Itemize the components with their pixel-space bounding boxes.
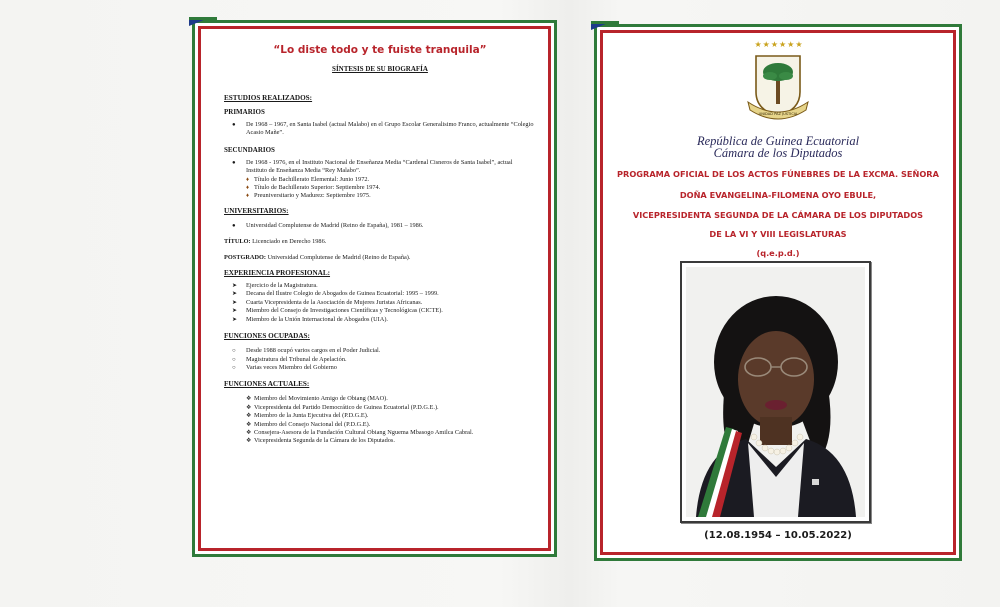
coat-of-arms-icon (746, 52, 810, 122)
portrait-illustration (686, 267, 865, 517)
flag-corner-icon (591, 21, 613, 30)
list-item: ❖ Consejera-Asesora de la Fundación Cultural Obiang Nguema Mbasogo Amilca Cabral. (246, 428, 474, 436)
list-item: ❖ Miembro del Movimiento Amigo de Obiang (MAO). (246, 395, 388, 403)
biography-content (224, 44, 534, 446)
memorial-quote: “Lo diste todo y te fuiste tranquila” (273, 44, 487, 56)
list-item: ➤ Cuarta Vicepresidenta de la Asociación de Mujeres Juristas Africanas. (232, 298, 423, 306)
university-list (224, 222, 534, 230)
chamber-name: Cámara de los Diputados (713, 146, 843, 160)
university-heading: UNIVERSITARIOS: (224, 206, 289, 215)
secondary-heading: SECUNDARIOS (224, 145, 275, 154)
cover-page (594, 24, 962, 561)
diamond-bullet-icon: ❖ (246, 396, 252, 403)
list-item: ➤ Decana del Ilustre Colegio de Abogados de Guinea Ecuatorial: 1995 – 1999. (232, 290, 439, 298)
program-line-4: DE LA VI Y VIII LEGISLATURAS (709, 229, 847, 239)
biography-subtitle: SÍNTESIS DE SU BIOGRAFÍA (332, 65, 428, 73)
pointer-icon: ♦ (246, 176, 250, 183)
primary-list (224, 121, 534, 138)
experience-heading: EXPERIENCIA PROFESIONAL: (224, 269, 331, 278)
list-item: ➤ Miembro de la Unión Internacional de Abogados (UIA). (232, 315, 388, 323)
list-item: ❖ Miembro de la Junta Ejecutiva del (P.D.G.E). (246, 412, 369, 420)
list-item: ♦ Título de Bachillerato Superior: Septiembre 1974. (246, 184, 381, 192)
functions-list (224, 347, 534, 372)
portrait-frame (680, 261, 871, 523)
current-functions-list (224, 395, 534, 445)
list-item: ➤ Ejercicio de la Magistratura. (232, 282, 318, 290)
pointer-icon: ♦ (246, 193, 250, 200)
functions-heading: FUNCIONES OCUPADAS: (224, 332, 310, 341)
list-item: ❖ Miembro del Consejo Nacional del (P.D.G.E). (246, 420, 371, 428)
list-item: ○ Desde 1988 ocupó varios cargos en el Poder Judicial. (232, 347, 381, 355)
list-item: ❖ Vicepresidenta Segunda de la Cámara de los Diputados. (246, 437, 395, 445)
portrait-photo (686, 267, 865, 517)
coat-of-arms-motto: UNIDAD PAZ JUSTICIA (758, 112, 798, 116)
studies-heading: ESTUDIOS REALIZADOS: (224, 94, 313, 102)
diamond-bullet-icon: ❖ (246, 421, 252, 428)
republic-name: República de Guinea Ecuatorial (696, 134, 860, 148)
life-dates: (12.08.1954 – 10.05.2022) (704, 530, 852, 541)
degree-line: TÍTULO: Licenciado en Derecho 1986. (224, 238, 327, 246)
coat-of-arms-stars: ★★★★★★ (754, 40, 804, 49)
list-item: ➤ Miembro del Consejo de Investigaciones Científicas y Tecnológicas (CICTE). (232, 307, 443, 315)
program-line-3: VICEPRESIDENTA SEGUNDA DE LA CÁMARA DE LOS DIPUTADOS (632, 210, 924, 220)
flag-corner-icon (189, 17, 211, 26)
list-item: ○ Magistratura del Tribunal de Apelación. (232, 355, 347, 363)
list-item: ● De 1968 – 1967, en Santa Isabel (actual Malabo) en el Grupo Escolar Generalisimo Franco, actualmente “Colegio Acasio Mañe”. (232, 121, 534, 137)
diamond-bullet-icon: ❖ (246, 404, 252, 411)
primary-heading: PRIMARIOS (224, 108, 265, 116)
program-line-1: PROGRAMA OFICIAL DE LOS ACTOS FÚNEBRES DE LA EXCMA. SEÑORA (617, 169, 939, 179)
list-item: ♦ Título de Bachillerato Elemental: Junio 1972. (246, 175, 370, 183)
secondary-list (224, 159, 534, 176)
diamond-bullet-icon: ❖ (246, 438, 252, 445)
list-item: ● De 1968 - 1976, en el Instituto Nacional de Enseñanza Media “Cardenal Cisneros de Santa Isabel”, actual Instituto de Enseñanza Media “Rey Malabo”. (232, 158, 513, 175)
pointer-icon: ♦ (246, 185, 250, 192)
list-item: ● Universidad Complutense de Madrid (Reino de España), 1981 – 1986. (232, 221, 424, 229)
program-line-5: (q.e.p.d.) (756, 248, 800, 258)
list-item: ○ Varias veces Miembro del Gobierno (232, 363, 337, 371)
list-item: ❖ Vicepresidenta del Partido Democrático de Guinea Ecuatorial (P.D.G.E.). (246, 403, 439, 411)
diamond-bullet-icon: ❖ (246, 429, 252, 436)
postgrad-line: POSTGRADO: Universidad Complutense de Madrid (Reino de España). (224, 253, 411, 261)
current-functions-heading: FUNCIONES ACTUALES: (224, 380, 310, 389)
experience-list (224, 282, 534, 324)
secondary-sublist (224, 176, 534, 201)
biography-page (192, 20, 557, 557)
program-line-2: DOÑA EVANGELINA-FILOMENA OYO EBULE, (679, 190, 877, 200)
list-item: ♦ Preuniversitario y Madurez: Septiembre 1975. (246, 192, 371, 200)
diamond-bullet-icon: ❖ (246, 413, 252, 420)
